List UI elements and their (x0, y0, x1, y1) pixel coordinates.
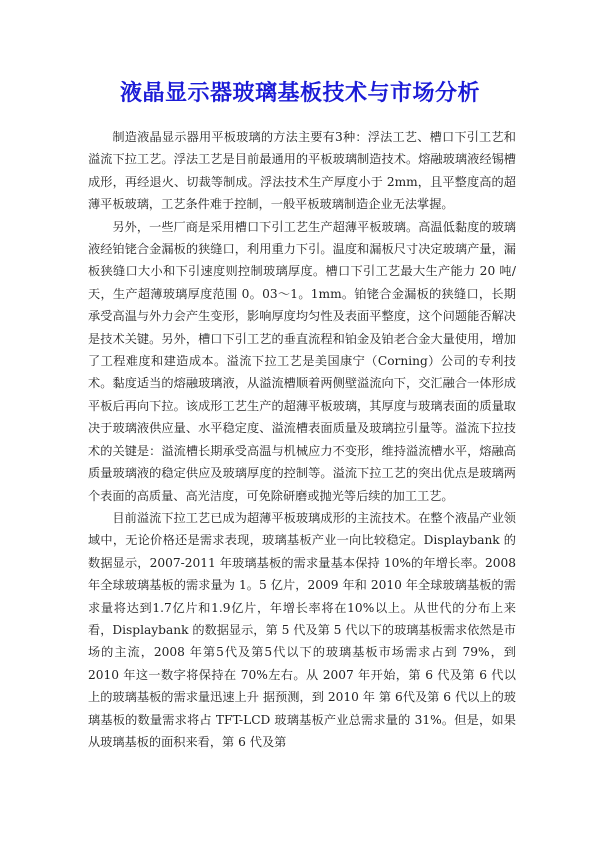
paragraph-market: 目前溢流下拉工艺已成为超薄平板玻璃成形的主流技术。在整个液晶产业领域中，无论价格还是需求表现，玻璃基板产业一向比较稳定。Displaybank 的数据显示，2007-2011 年玻璃基板的需求量基本保持 10%的年增长率。2008 年全球玻璃基板的需求量为 1。5 亿片，2009 年和 2010 年全球玻璃基板的需求量将达到1.7亿片和1.9亿片，年增长率将在10%以上。从世代的分布上来看，Displaybank 的数据显示，第 5 代及第 5 代以下的玻璃基板需求依然是市场的主流，2008 年第5代及第5代以下的玻璃基板市场需求占到 79%，到 2010 年这一数字将保持在 70%左右。从 2007 年开始，第 6 代及第 6 代以上的玻璃基板的需求量迅速上升 据预测，到 2010 年 第 6代及第 6 代以上的玻璃基板的数量需求将占 TFT-LCD 玻璃基板产业总需求量的 31%。但是，如果从玻璃基板的面积来看，第 6 代及第 (88, 510, 516, 749)
paragraph-processes: 另外，一些厂商是采用槽口下引工艺生产超薄平板玻璃。高温低黏度的玻璃液经铂铑合金漏板的狭缝口，利用重力下引。温度和漏板尺寸决定玻璃产量，漏板狭缝口大小和下引速度则控制玻璃厚度。槽口下引工艺最大生产能力 20 吨/天，生产超薄玻璃厚度范围 0。03～1。1mm。铂铑合金漏板的狭缝口，长期承受高温与外力会产生变形，影响厚度均匀性及表面平整度，这个问题能否解决是技术关键。另外，槽口下引工艺的垂直流程和铂金及铂老合金大量使用，增加了工程难度和建造成本。溢流下拉工艺是美国康宁（Corning）公司的专利技术。黏度适当的熔融玻璃液，从溢流槽顺着两侧壁溢流向下，交汇融合一体形成平板后再向下拉。该成形工艺生产的超薄平板玻璃，其厚度与玻璃表面的质量取决于玻璃液供应量、水平稳定度、溢流槽表面质量及玻璃拉引量等。溢流下拉技术的关键是：溢流槽长期承受高温与机械应力不变形，维持溢流槽水平，熔融高质量玻璃液的稳定供应及玻璃厚度的控制等。溢流下拉工艺的突出优点是玻璃两个表面的高质量、高光洁度，可免除研磨或抛光等后续的加工工艺。 (88, 219, 516, 503)
paragraph-methods: 制造液晶显示器用平板玻璃的方法主要有3种：浮法工艺、槽口下引工艺和溢流下拉工艺。浮法工艺是目前最通用的平板玻璃制造技术。熔融玻璃液经锡槽成形，再经退火、切裁等制成。浮法技术生产厚度小于 2mm，且平整度高的超薄平板玻璃，工艺条件难于控制，一般平板玻璃制造企业无法掌握。 (88, 130, 516, 212)
document-body (88, 126, 516, 753)
document-title: 液晶显示器玻璃基板技术与市场分析 (119, 80, 480, 106)
